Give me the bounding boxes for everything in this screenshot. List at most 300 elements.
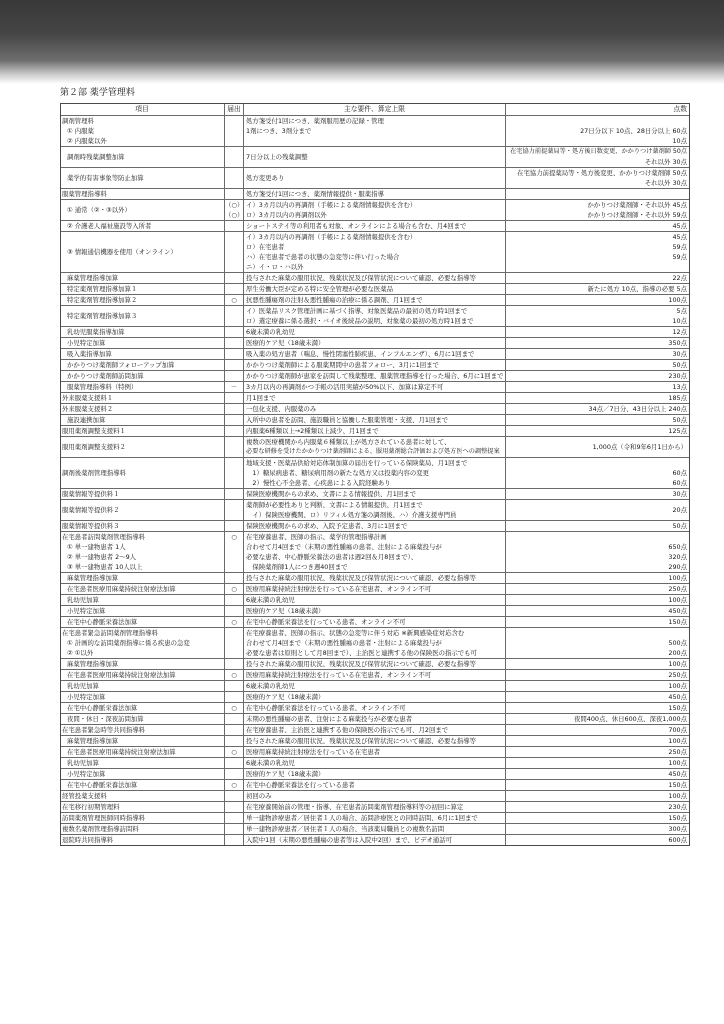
notification-text: －	[230, 383, 238, 391]
requirement-cell	[244, 489, 506, 499]
item-text: ① 内服薬	[67, 127, 94, 135]
notification-text	[225, 573, 243, 583]
notification-text: ○	[231, 704, 237, 712]
notification-text	[225, 338, 243, 348]
sub-fee-row	[61, 768, 689, 779]
requirement-cell	[244, 147, 506, 167]
requirement-cell	[244, 295, 506, 305]
points-text: 27日分以下 10点、28日分以上 60点	[580, 127, 687, 135]
requirement-cell	[244, 189, 506, 199]
fee-row	[61, 823, 689, 834]
points-cell	[506, 306, 689, 326]
sub-fee-row	[61, 713, 689, 724]
notification-text	[225, 638, 243, 648]
requirement-text: 保険薬剤師1人につき週40回まで	[246, 563, 348, 571]
item-text: かかりつけ薬剤師フォローアップ加算	[67, 361, 175, 369]
points-text	[506, 189, 689, 199]
item-cell	[61, 458, 225, 488]
points-cell	[506, 703, 689, 713]
fee-row	[61, 499, 689, 520]
requirement-cell	[244, 415, 506, 425]
notification-text	[225, 116, 243, 126]
item-cell	[61, 595, 225, 605]
notification-text	[225, 714, 243, 724]
requirement-text: 抗悪性腫瘍剤の注射＆悪性腫瘍の治療に係る調剤、月1回まで	[246, 296, 423, 304]
notification-cell	[225, 595, 244, 605]
sub-fee-row	[61, 572, 689, 583]
sub-fee-row	[61, 757, 689, 768]
sub-fee-row	[61, 616, 689, 627]
points-cell	[506, 835, 689, 845]
notification-text	[225, 447, 243, 457]
points-text: 200点	[668, 649, 687, 657]
notification-text	[225, 835, 243, 845]
requirement-text: 必要な患者、中心静脈栄養法の患者は週2回＆月8回まで）、	[246, 553, 418, 561]
fee-row	[61, 627, 689, 658]
requirement-text: 医療用麻薬持続注射療法を行っている在宅患者、オンライン不可	[246, 671, 432, 679]
notification-text	[225, 659, 243, 669]
notification-cell	[225, 393, 244, 403]
points-text: 在宅協力前提薬局等・処方後変更、かかりつけ薬剤師 50点	[517, 169, 687, 177]
notification-cell	[225, 168, 244, 188]
notification-text	[225, 147, 243, 157]
requirement-text	[244, 136, 505, 146]
item-text: 服用薬剤調整支援料１	[62, 427, 126, 435]
notification-text: （○）	[225, 211, 243, 219]
notification-cell	[225, 338, 244, 348]
fee-table	[60, 103, 690, 846]
notification-cell	[225, 824, 244, 834]
notification-text	[225, 221, 243, 231]
item-text: 退院時共同指導料	[62, 836, 114, 844]
notification-cell	[225, 703, 244, 713]
fee-row	[61, 457, 689, 488]
requirement-cell	[244, 714, 506, 724]
points-text: 100点	[668, 660, 687, 668]
points-text: 1,000点（令和9年6月1日から）	[592, 443, 687, 451]
notification-cell	[225, 791, 244, 801]
requirement-text: ショートステイ等の利用者も対象、オンラインによる場合も含む、月4回まで	[246, 222, 467, 230]
fee-row	[61, 488, 689, 499]
item-text: 麻薬管理指導加算	[67, 737, 119, 745]
points-cell	[506, 606, 689, 616]
points-text: 夜間400点、休日600点、深夜1,000点	[574, 715, 687, 723]
item-text: 施設連携加算	[67, 416, 106, 424]
item-cell	[61, 617, 225, 627]
sub-fee-row	[61, 199, 689, 220]
sub-fee-row	[61, 326, 689, 337]
requirement-text: 処方箋受付1回につき、薬剤情報提供・服薬指導	[246, 190, 384, 198]
points-text: 30点	[672, 350, 687, 358]
item-cell	[61, 747, 225, 757]
notification-text	[225, 349, 243, 359]
notification-text	[225, 824, 243, 834]
notification-cell	[225, 606, 244, 616]
requirement-cell	[244, 628, 506, 658]
item-cell	[61, 791, 225, 801]
requirement-text: 3カ月以内の再調剤かつ手帳の活用実績が50%以下、加算は算定不可	[246, 383, 444, 391]
points-cell	[506, 349, 689, 359]
sub-fee-row	[61, 414, 689, 425]
notification-text	[225, 415, 243, 425]
item-text: 服用薬剤調整支援料２	[62, 443, 126, 451]
requirement-cell	[244, 349, 506, 359]
requirement-cell	[244, 404, 506, 414]
notification-text	[225, 189, 243, 199]
requirement-cell	[244, 681, 506, 691]
requirement-text: 在宅療養患者、医師の指示、薬学的管理指導計画	[246, 533, 387, 541]
item-text: 特定薬剤管理指導加算３	[67, 312, 138, 320]
item-text: 調剤管理料	[62, 117, 94, 125]
notification-cell	[225, 670, 244, 680]
points-text: 100点	[668, 574, 687, 582]
points-cell	[506, 500, 689, 520]
points-text: 13点	[672, 383, 687, 391]
item-text: 外来服薬支援料１	[62, 394, 114, 402]
points-text: 250点	[668, 748, 687, 756]
notification-text	[225, 758, 243, 768]
requirement-cell	[244, 617, 506, 627]
requirement-text: 2）慢性心不全患者、心疾患による入院経験あり	[246, 479, 391, 487]
points-text: 125点	[668, 427, 687, 435]
notification-cell	[225, 835, 244, 845]
item-text: 麻薬管理指導加算	[67, 660, 119, 668]
requirement-text: 入院中1回（末期の悪性腫瘍の患者等は入院中2回）まで、ビデオ通話可	[246, 836, 452, 844]
item-cell	[61, 835, 225, 845]
item-text: 小児特定加算	[67, 770, 106, 778]
item-text: ② 介護老人福祉施設等入所者	[67, 222, 152, 230]
notification-text	[225, 242, 243, 252]
requirement-text: 一包化支援、内服薬のみ	[246, 405, 317, 413]
points-text: 450点	[668, 607, 687, 615]
points-text: かかりつけ薬剤師・それ以外 45点	[587, 201, 687, 209]
item-cell	[61, 189, 225, 199]
header-item-cell	[61, 104, 225, 115]
item-text: 在宅中心静脈栄養法加算	[67, 781, 138, 789]
points-text: 20点	[672, 506, 687, 514]
points-cell	[506, 659, 689, 669]
item-cell	[61, 813, 225, 823]
requirement-text: 医療的ケア児（18歳未満）	[246, 607, 325, 615]
item-text: 調剤時残薬調整加算	[67, 153, 125, 161]
item-text: 麻薬管理指導加算	[67, 274, 119, 282]
item-cell	[61, 360, 225, 370]
points-text: 150点	[668, 704, 687, 712]
requirement-text: 月1回まで	[246, 394, 276, 402]
item-text: 調剤後薬剤管理指導料	[62, 469, 126, 477]
points-text: 500点	[668, 639, 687, 647]
notification-cell	[225, 284, 244, 294]
points-cell	[506, 617, 689, 627]
notification-cell	[225, 758, 244, 768]
notification-text: ○	[231, 781, 237, 789]
sub-fee-row	[61, 220, 689, 231]
item-text: 特定薬剤管理指導加算２	[67, 296, 138, 304]
item-text: 経管投薬支援料	[62, 792, 107, 800]
item-cell	[61, 168, 225, 188]
points-text: 12点	[672, 328, 687, 336]
points-cell	[506, 584, 689, 594]
requirement-cell	[244, 521, 506, 531]
notification-text	[225, 681, 243, 691]
points-cell	[506, 404, 689, 414]
item-cell	[61, 273, 225, 283]
notification-text	[225, 232, 243, 242]
item-cell	[61, 404, 225, 414]
header-requirement-cell	[244, 104, 506, 115]
requirement-cell	[244, 769, 506, 779]
notification-text	[225, 648, 243, 658]
fee-row	[61, 188, 689, 199]
requirement-text: イ）3カ月以内の再調剤（手帳による薬剤情報提供を含む）	[246, 233, 417, 241]
item-text: 吸入薬指導加算	[67, 350, 112, 358]
notification-text	[225, 404, 243, 414]
sub-fee-row	[61, 735, 689, 746]
requirement-text: 入所中の患者を訪問、施設職員と協働した服薬管理・支援、月1回まで	[246, 416, 449, 424]
points-text	[506, 628, 689, 638]
notification-text	[225, 306, 243, 316]
item-cell	[61, 714, 225, 724]
requirement-cell	[244, 606, 506, 616]
item-cell	[61, 736, 225, 746]
requirement-cell	[244, 437, 506, 457]
requirement-text: 複数の医療機関から内服薬６種類以上が処方されている患者に対して、	[246, 438, 451, 446]
notification-cell	[225, 802, 244, 812]
requirement-text: 地域支援・医薬品供給対応体制加算の届出を行っている保険薬局、月1回まで	[246, 459, 468, 467]
item-text: 在宅患者医療用麻薬持続注射療法加算	[67, 671, 176, 679]
table-header-row	[61, 104, 689, 115]
requirement-text: 必要な研修を受けたかかりつけ薬剤師による、服用薬剤総合評価および処方医への調整提案	[246, 448, 500, 455]
notification-text	[225, 393, 243, 403]
points-text: 60点	[672, 479, 687, 487]
points-text: 100点	[668, 296, 687, 304]
requirement-text: ハ）在宅患者で患者の状態の急変等に伴い行った場合	[246, 253, 400, 261]
requirement-cell	[244, 824, 506, 834]
requirement-cell	[244, 791, 506, 801]
requirement-cell	[244, 393, 506, 403]
requirement-cell	[244, 736, 506, 746]
points-text: 185点	[668, 394, 687, 402]
points-cell	[506, 780, 689, 790]
notification-text: ○	[231, 296, 237, 304]
item-cell	[61, 758, 225, 768]
notification-text	[225, 725, 243, 735]
points-text: 100点	[668, 792, 687, 800]
section-title: 第２部 薬学管理料	[60, 88, 135, 98]
requirement-cell	[244, 802, 506, 812]
points-text: それ以外 30点	[644, 158, 687, 166]
requirement-cell	[244, 670, 506, 680]
requirement-text: 在宅中心静脈栄養法を行っている患者、オンライン不可	[246, 618, 406, 626]
requirement-cell	[244, 116, 506, 146]
points-cell	[506, 802, 689, 812]
points-cell	[506, 426, 689, 436]
item-cell	[61, 802, 225, 812]
notification-cell	[225, 200, 244, 220]
notification-cell	[225, 769, 244, 779]
requirement-text: 投与された麻薬の服用状況、残薬状況及び保管状況について確認、必要な指導等	[246, 660, 476, 668]
points-text: 10点	[672, 137, 687, 145]
requirement-text: 医療用麻薬持続注射療法を行っている在宅患者	[246, 748, 381, 756]
notification-cell	[225, 116, 244, 146]
points-cell	[506, 692, 689, 702]
requirement-text: 6歳未満の乳幼児	[246, 682, 295, 690]
fee-row	[61, 392, 689, 403]
requirement-cell	[244, 584, 506, 594]
points-cell	[506, 189, 689, 199]
notification-cell	[225, 584, 244, 594]
requirement-cell	[244, 360, 506, 370]
requirement-text: 在宅療養開始前の管理・指導、在宅患者訪問薬剤管理指導料等の初回に算定	[246, 803, 464, 811]
points-text: 320点	[668, 553, 687, 561]
requirement-cell	[244, 273, 506, 283]
notification-cell	[225, 221, 244, 231]
requirement-text: 処方変更あり	[246, 174, 285, 182]
requirement-text: かかりつけ薬剤師による服薬期間中の患者フォロー、3月に1回まで	[246, 361, 439, 369]
notification-cell	[225, 306, 244, 326]
sub-fee-row	[61, 231, 689, 272]
points-text: 600点	[668, 836, 687, 844]
points-text	[506, 458, 689, 468]
item-text: 在宅中心静脈栄養法加算	[67, 618, 138, 626]
fee-row	[61, 436, 689, 457]
item-text: 服薬情報等提供料２	[62, 506, 120, 514]
requirement-text: イ）医薬品リスク管理計画に基づく指導、対象医薬品の最初の処方時1回まで	[246, 307, 468, 315]
sub-fee-row	[61, 658, 689, 669]
sub-fee-row	[61, 272, 689, 283]
fee-row	[61, 425, 689, 436]
item-text: 小児特定加算	[67, 693, 106, 701]
requirement-text: ロ）3カ月以内の再調剤以外	[246, 211, 327, 219]
notification-text	[225, 468, 243, 478]
points-cell	[506, 736, 689, 746]
fee-row	[61, 724, 689, 735]
item-text: ② 内服薬以外	[67, 137, 107, 145]
notification-cell	[225, 489, 244, 499]
points-text: 350点	[668, 339, 687, 347]
points-cell	[506, 714, 689, 724]
notification-text	[225, 791, 243, 801]
points-text: 230点	[668, 803, 687, 811]
points-text: 50点	[672, 361, 687, 369]
item-cell	[61, 824, 225, 834]
points-cell	[506, 813, 689, 823]
requirement-text: 在宅中心静脈栄養法を行っている患者、オンライン不可	[246, 704, 406, 712]
notification-text	[225, 478, 243, 488]
requirement-cell	[244, 500, 506, 520]
notification-text	[225, 360, 243, 370]
fee-row	[61, 790, 689, 801]
sub-fee-row	[61, 146, 689, 167]
points-text: 300点	[668, 825, 687, 833]
notification-cell	[225, 573, 244, 583]
points-cell	[506, 147, 689, 167]
requirement-cell	[244, 200, 506, 220]
notification-text	[225, 813, 243, 823]
sub-fee-row	[61, 779, 689, 790]
requirement-cell	[244, 458, 506, 488]
notification-text	[225, 802, 243, 812]
item-cell	[61, 349, 225, 359]
requirement-text: 処方箋受付1回につき、薬剤服用歴の記録・管理	[246, 117, 384, 125]
item-text: 特定薬剤管理指導加算１	[67, 285, 138, 293]
notification-text	[225, 542, 243, 552]
points-text: 450点	[668, 693, 687, 701]
item-cell	[61, 232, 225, 272]
points-cell	[506, 758, 689, 768]
item-text: ① 通常（②・③以外）	[67, 206, 131, 214]
sub-fee-row	[61, 669, 689, 680]
points-cell	[506, 681, 689, 691]
requirement-cell	[244, 426, 506, 436]
item-cell	[61, 426, 225, 436]
item-cell	[61, 147, 225, 167]
item-text: 在宅患者緊急訪問薬剤管理指導料	[62, 629, 158, 637]
item-cell	[61, 437, 225, 457]
requirement-text: 6歳未満の乳幼児	[246, 328, 295, 336]
header-notify-cell	[225, 104, 244, 115]
notification-cell	[225, 813, 244, 823]
requirement-cell	[244, 703, 506, 713]
points-text: 100点	[668, 737, 687, 745]
requirement-cell	[244, 382, 506, 392]
points-text: かかりつけ薬剤師・それ以外 59点	[587, 211, 687, 219]
points-cell	[506, 573, 689, 583]
fee-row	[61, 531, 689, 572]
notification-text: ○	[231, 618, 237, 626]
requirement-text: 合わせて月4回まで（末期の悪性腫瘍の患者、注射による麻薬投与が	[246, 543, 442, 551]
points-cell	[506, 824, 689, 834]
item-cell	[61, 573, 225, 583]
points-cell	[506, 532, 689, 572]
points-cell	[506, 437, 689, 457]
points-cell	[506, 489, 689, 499]
item-text: ② ①以外	[67, 649, 94, 657]
item-cell	[61, 584, 225, 594]
points-cell	[506, 595, 689, 605]
requirement-cell	[244, 813, 506, 823]
notification-text	[225, 437, 243, 447]
sub-fee-row	[61, 381, 689, 392]
item-cell	[61, 606, 225, 616]
points-cell	[506, 168, 689, 188]
requirement-cell	[244, 758, 506, 768]
points-text: 22点	[672, 274, 687, 282]
item-cell	[61, 200, 225, 220]
notification-text	[225, 500, 243, 510]
notification-cell	[225, 295, 244, 305]
points-text: 250点	[668, 585, 687, 593]
requirement-cell	[244, 338, 506, 348]
notification-text	[225, 136, 243, 146]
notification-cell	[225, 458, 244, 488]
item-text: 乳幼児加算	[67, 596, 99, 604]
fee-row	[61, 403, 689, 414]
header-notify: 届出	[227, 105, 241, 113]
item-cell	[61, 116, 225, 146]
points-cell	[506, 116, 689, 146]
requirement-cell	[244, 232, 506, 272]
notification-text	[225, 284, 243, 294]
points-cell	[506, 232, 689, 272]
item-text: かかりつけ薬剤師訪問加算	[67, 372, 144, 380]
item-text: ③ 単一建物患者 10人以上	[67, 563, 143, 571]
requirement-text: 単一建物診療患者／居住者１人の場合、訪問診療医との同時訪問、6月に1回まで	[246, 814, 478, 822]
notification-text	[225, 426, 243, 436]
notification-cell	[225, 628, 244, 658]
item-cell	[61, 769, 225, 779]
points-text: 45点	[672, 233, 687, 241]
